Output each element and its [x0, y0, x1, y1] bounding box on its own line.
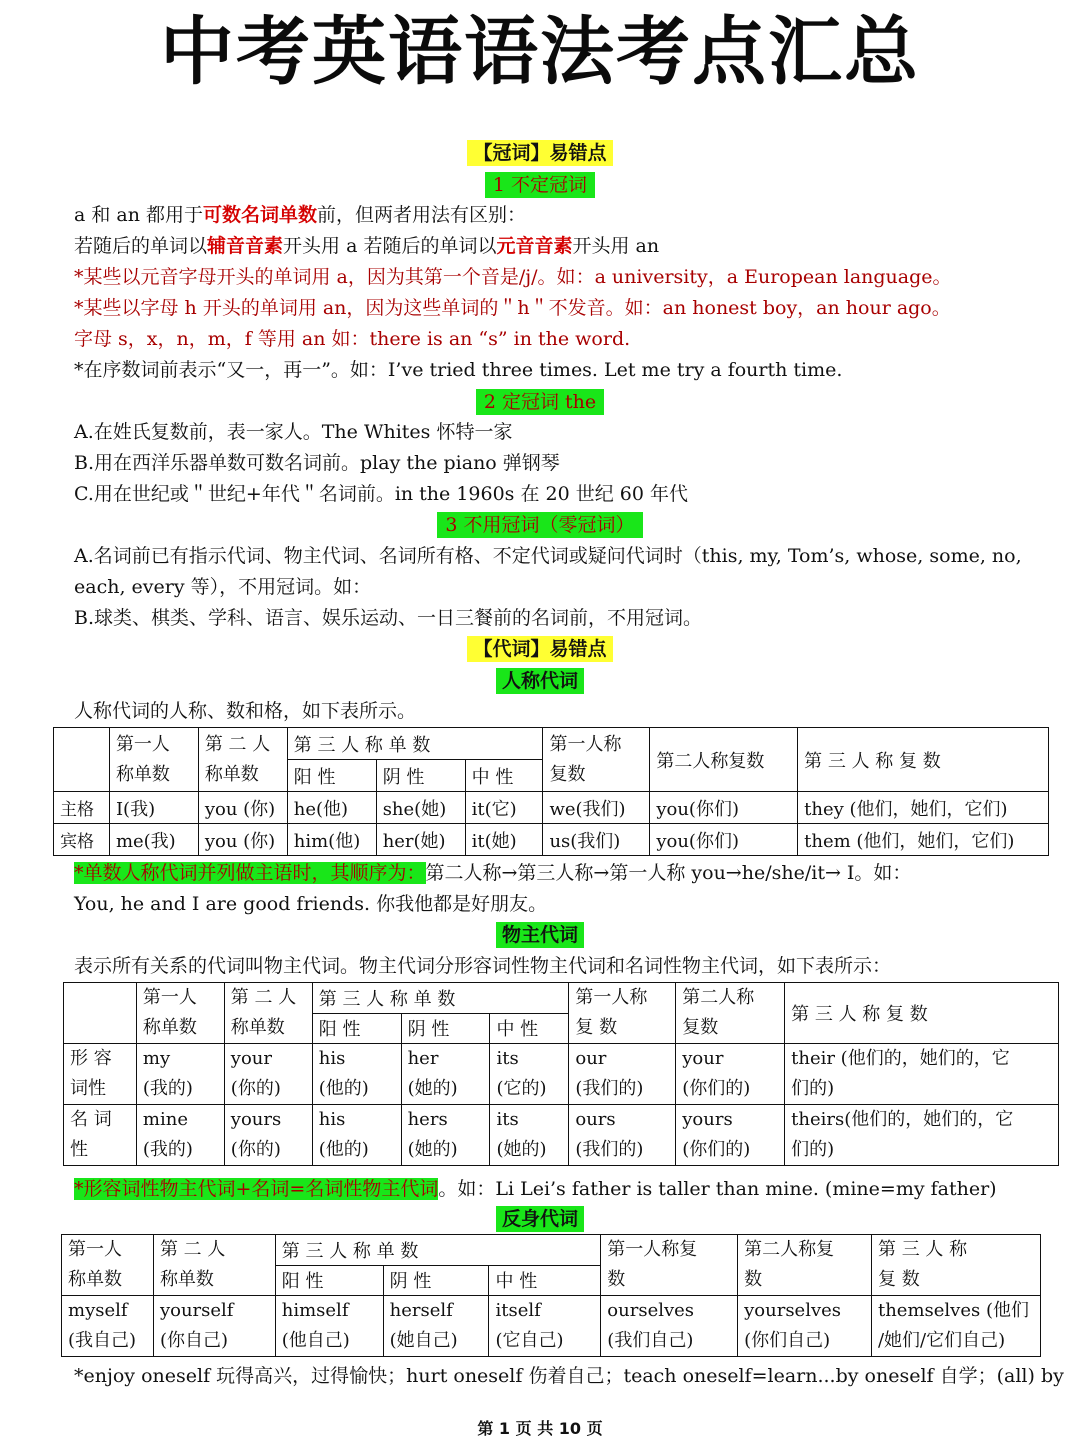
header-text: 复数: [682, 1017, 719, 1038]
cell-word: your: [230, 1048, 272, 1069]
subheading-indefinite: [0, 170, 1080, 200]
header-neuter: 中 性: [489, 1265, 601, 1296]
cell-meaning: (她的): [496, 1139, 547, 1160]
header-second-single: [153, 1235, 275, 1296]
header-third-single: 第 三 人 称 单 数: [312, 983, 569, 1014]
table-cell: [136, 1105, 224, 1166]
header-feminine: 阴 性: [401, 1013, 490, 1044]
header-feminine: 阴 性: [383, 1265, 489, 1296]
table-cell: [224, 1044, 312, 1105]
cell-meaning: (它的): [496, 1078, 547, 1099]
header-text: 称单数: [159, 1269, 214, 1290]
cell-meaning: (他自己): [281, 1330, 350, 1351]
cell-meaning: (她的): [407, 1139, 458, 1160]
header-masculine: 阳 性: [275, 1265, 383, 1296]
table-cell: [275, 1296, 383, 1357]
cell-meaning: /她们/它们自己): [877, 1330, 1006, 1351]
header-masculine: 阳 性: [287, 760, 376, 792]
cell-meaning: (你的): [230, 1139, 281, 1160]
table-cell: [224, 1105, 312, 1166]
header-feminine: 阴 性: [376, 760, 465, 792]
cell-meaning: (你自己): [159, 1330, 228, 1351]
table-cell: [601, 1296, 738, 1357]
label-text: 词性: [70, 1078, 106, 1099]
definite-line-a: A.在姓氏复数前，表一家人。The Whites 怀特一家: [74, 421, 513, 443]
emphasis-text: 元音音素: [496, 235, 573, 257]
table-cell: I(我): [109, 792, 198, 824]
highlighted-note: *形容词性物主代词+名词=名词性物主代词: [74, 1178, 439, 1200]
cell-word: my: [142, 1048, 171, 1069]
table-cell: she(她): [376, 792, 465, 824]
highlighted-note: *单数人称代词并列做主语时，其顺序为：: [74, 862, 426, 884]
header-text: 复数: [549, 763, 586, 785]
header-second-single: [198, 728, 287, 792]
table-cell: [62, 1296, 154, 1357]
header-first-plural: [543, 728, 650, 792]
header-text: 称单数: [230, 1017, 285, 1038]
header-second-plural: [676, 983, 785, 1044]
row-label: 宾格: [54, 824, 110, 856]
table-row: [62, 1296, 1041, 1357]
cell-word: their (他们的，她们的，它: [791, 1048, 1010, 1069]
header-text: 复 数: [877, 1269, 920, 1290]
corner-cell: [54, 728, 110, 792]
possessive-pronoun-heading: [0, 920, 1080, 950]
cell-meaning: (他的): [318, 1078, 369, 1099]
header-text: 称单数: [142, 1017, 197, 1038]
emphasis-text: 可数名词单数: [203, 204, 318, 226]
cell-meaning: (他的): [318, 1139, 369, 1160]
cell-word: your: [682, 1048, 724, 1069]
cell-word: our: [575, 1048, 607, 1069]
table-cell: you(你们): [650, 824, 798, 856]
table-cell: [489, 1296, 601, 1357]
cell-meaning: (我们自己): [607, 1330, 694, 1351]
cell-word: his: [318, 1048, 346, 1069]
header-text: 称单数: [204, 763, 259, 785]
text-span: 若随后的单词以: [74, 235, 208, 257]
table-cell: [383, 1296, 489, 1357]
header-text: 数: [607, 1269, 626, 1290]
table-cell: [490, 1044, 569, 1105]
cell-word: its: [496, 1048, 519, 1069]
table-cell: [312, 1044, 401, 1105]
header-first-plural: [569, 983, 676, 1044]
header-text: 第 三 人 称: [877, 1239, 968, 1260]
header-text: 第一人称: [549, 733, 622, 755]
header-text: 第 二 人: [159, 1239, 226, 1260]
table-cell: [676, 1044, 785, 1105]
cell-word: themselves (他们: [877, 1300, 1029, 1321]
header-third-plural: [871, 1235, 1040, 1296]
table-cell: [785, 1105, 1059, 1166]
header-text: 第 二 人: [204, 733, 271, 755]
text-span: a 和 an 都用于: [74, 204, 204, 226]
header-text: 第一人称复: [607, 1239, 698, 1260]
table-cell: it(它): [465, 792, 543, 824]
table-cell: he(他): [287, 792, 376, 824]
article-section-heading: [0, 138, 1080, 168]
personal-pronoun-title: 人称代词: [496, 668, 584, 694]
reflexive-pronoun-table: [61, 1234, 1041, 1357]
cell-word: myself: [68, 1300, 128, 1321]
cell-meaning: 们的): [791, 1139, 835, 1160]
cell-word: his: [318, 1109, 346, 1130]
header-text: 第 二 人: [230, 987, 297, 1008]
table-cell: [569, 1105, 676, 1166]
table-row: [64, 1105, 1059, 1166]
text-span: 前，但两者用法有区别：: [317, 204, 527, 226]
table-cell: him(他): [287, 824, 376, 856]
header-first-single: [62, 1235, 154, 1296]
text-span: 开头用 an: [572, 235, 660, 257]
table-cell: us(我们): [543, 824, 650, 856]
table-cell: them (他们，她们，它们): [798, 824, 1049, 856]
reflexive-pronoun-heading: [0, 1204, 1080, 1234]
cell-word: yours: [230, 1109, 282, 1130]
label-text: 形 容: [70, 1048, 112, 1069]
table-cell: [676, 1105, 785, 1166]
table-cell: her(她): [376, 824, 465, 856]
header-text: 数: [744, 1269, 763, 1290]
page-number: 第 1 页 共 10 页: [477, 1419, 603, 1438]
zero-line-a2: each, every 等），不用冠词。如：: [74, 576, 372, 598]
header-text: 称单数: [115, 763, 170, 785]
cell-word: hers: [407, 1109, 448, 1130]
cell-word: itself: [495, 1300, 541, 1321]
row-label: [64, 1105, 137, 1166]
personal-note-example: You, he and I are good friends. 你我他都是好朋友。: [74, 893, 548, 915]
definite-line-c: C.用在世纪或＂世纪+年代＂名词前。in the 1960s 在 20 世纪 60 年代: [74, 483, 688, 505]
cell-meaning: (它自己): [495, 1330, 564, 1351]
page-title: 中考英语语法考点汇总: [160, 9, 920, 95]
table-cell: you(你们): [650, 792, 798, 824]
header-masculine: 阳 性: [312, 1013, 401, 1044]
subheading-definite: [0, 387, 1080, 417]
header-third-plural: 第 三 人 称 复 数: [798, 728, 1049, 792]
header-second-plural: [738, 1235, 872, 1296]
header-third-plural: 第 三 人 称 复 数: [785, 983, 1059, 1044]
personal-pronoun-table: [53, 727, 1049, 856]
cell-word: its: [496, 1109, 519, 1130]
cell-meaning: (我的): [142, 1078, 193, 1099]
article-line-1: [74, 201, 526, 229]
row-label: 主格: [54, 792, 110, 824]
article-line-5: 字母 s，x，n，m，f 等用 an 如：there is an “s” in the word.: [74, 328, 631, 350]
zero-line-b: B.球类、棋类、学科、语言、娱乐运动、一日三餐前的名词前，不用冠词。: [74, 607, 703, 629]
cell-meaning: (你们的): [682, 1139, 751, 1160]
table-cell: you (你): [198, 824, 287, 856]
cell-word: himself: [281, 1300, 349, 1321]
cell-word: ours: [575, 1109, 616, 1130]
cell-meaning: (我们的): [575, 1078, 644, 1099]
header-neuter: 中 性: [490, 1013, 569, 1044]
table-row: [64, 1044, 1059, 1105]
header-second-plural: 第二人称复数: [650, 728, 798, 792]
text-span: 第二人称→第三人称→第一人称 you→he/she/it→ I。如：: [425, 862, 912, 884]
corner-cell: [64, 983, 137, 1044]
pronoun-section-heading: [0, 634, 1080, 664]
table-cell: [136, 1044, 224, 1105]
header-first-plural: [601, 1235, 738, 1296]
cell-meaning: (我的): [142, 1139, 193, 1160]
reflexive-note: *enjoy oneself 玩得高兴，过得愉快；hurt oneself 伤着自己；teach oneself=learn...by oneself 自学；(all) by: [74, 1365, 1064, 1387]
header-text: 第一人称: [575, 987, 648, 1008]
text-span: 。如：Li Lei’s father is taller than mine. (mine=my father): [438, 1178, 997, 1200]
cell-meaning: (你们自己): [744, 1330, 831, 1351]
cell-word: yourselves: [744, 1300, 842, 1321]
cell-word: herself: [389, 1300, 453, 1321]
emphasis-text: 辅音音素: [207, 235, 284, 257]
header-text: 第二人称: [682, 987, 755, 1008]
table-cell: [785, 1044, 1059, 1105]
zero-line-a1: A.名词前已有指示代词、物主代词、名词所有格、不定代词或疑问代词时（this, my, Tom’s, whose, some, no,: [74, 545, 1022, 567]
header-second-single: [224, 983, 312, 1044]
cell-word: yourself: [159, 1300, 234, 1321]
table-cell: [312, 1105, 401, 1166]
table-cell: you (你): [198, 792, 287, 824]
article-line-3: *某些以元音字母开头的单词用 a，因为其第一个音是/j/。如：a university，a European language。: [74, 266, 952, 288]
article-line-2: [74, 232, 659, 260]
header-text: 第二人称复: [744, 1239, 835, 1260]
article-line-6: *在序数词前表示“又一，再一”。如：I’ve tried three times. Let me try a fourth time.: [74, 359, 843, 381]
subheading-zero-article: [0, 510, 1080, 540]
header-first-single: [136, 983, 224, 1044]
header-first-single: [109, 728, 198, 792]
header-neuter: 中 性: [465, 760, 543, 792]
cell-meaning: (你的): [230, 1078, 281, 1099]
cell-meaning: (她自己): [389, 1330, 458, 1351]
personal-pronoun-heading: [0, 666, 1080, 696]
cell-meaning: (我自己): [68, 1330, 137, 1351]
header-text: 第一人: [115, 733, 170, 755]
cell-word: her: [407, 1048, 439, 1069]
table-cell: [871, 1296, 1040, 1357]
possessive-note: [74, 1175, 997, 1203]
definite-line-b: B.用在西洋乐器单数可数名词前。play the piano 弹钢琴: [74, 452, 560, 474]
table-cell: [153, 1296, 275, 1357]
possessive-pronoun-title: 物主代词: [496, 922, 584, 948]
section-title-pronoun: 【代词】易错点: [467, 636, 612, 662]
header-third-single: 第 三 人 称 单 数: [275, 1235, 601, 1266]
cell-meaning: (你们的): [682, 1078, 751, 1099]
section-title-article: 【冠词】易错点: [467, 140, 612, 166]
subheading-definite-label: 2 定冠词 the: [476, 389, 604, 415]
table-cell: [401, 1105, 490, 1166]
personal-note: [74, 859, 911, 887]
label-text: 名 词: [70, 1109, 112, 1130]
label-text: 性: [70, 1139, 88, 1160]
table-cell: [490, 1105, 569, 1166]
header-text: 第一人: [68, 1239, 122, 1260]
cell-word: yours: [682, 1109, 733, 1130]
header-third-single: 第 三 人 称 单 数: [287, 728, 543, 760]
cell-meaning: (我们的): [575, 1139, 644, 1160]
table-cell: [401, 1044, 490, 1105]
table-cell: it(她): [465, 824, 543, 856]
cell-word: ourselves: [607, 1300, 695, 1321]
table-cell: they (他们，她们，它们): [798, 792, 1049, 824]
table-row: [54, 792, 1049, 824]
reflexive-pronoun-title: 反身代词: [496, 1206, 584, 1232]
table-cell: [738, 1296, 872, 1357]
personal-intro: 人称代词的人称、数和格，如下表所示。: [74, 700, 417, 722]
text-span: 开头用 a 若随后的单词以: [283, 235, 497, 257]
cell-meaning: 们的): [791, 1078, 835, 1099]
subheading-zero-article-label: 3 不用冠词（零冠词）: [437, 512, 642, 538]
article-line-4: *某些以字母 h 开头的单词用 an，因为这些单词的＂h＂不发音。如：an honest boy，an hour ago。: [74, 297, 951, 319]
cell-word: mine: [142, 1109, 188, 1130]
subheading-indefinite-label: 1 不定冠词: [485, 172, 595, 198]
row-label: [64, 1044, 137, 1105]
table-cell: [569, 1044, 676, 1105]
cell-word: theirs(他们的，她们的，它: [791, 1109, 1014, 1130]
table-cell: me(我): [109, 824, 198, 856]
cell-meaning: (她的): [407, 1078, 458, 1099]
table-row: [54, 824, 1049, 856]
table-cell: we(我们): [543, 792, 650, 824]
header-text: 称单数: [68, 1269, 122, 1290]
header-text: 第一人: [142, 987, 197, 1008]
possessive-intro: 表示所有关系的代词叫物主代词。物主代词分形容词性物主代词和名词性物主代词，如下表所示：: [74, 955, 892, 977]
possessive-pronoun-table: [63, 982, 1059, 1166]
header-text: 复 数: [575, 1017, 618, 1038]
